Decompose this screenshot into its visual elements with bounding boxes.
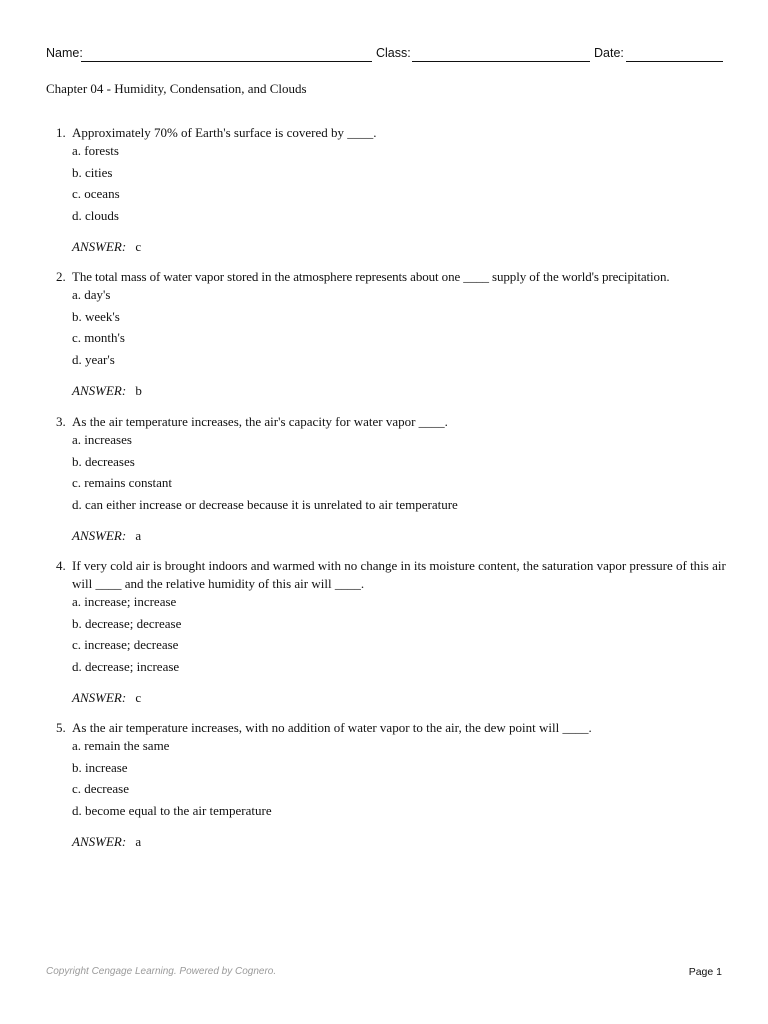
question-number: 5. — [56, 720, 66, 735]
option: b. decrease; decrease — [72, 615, 182, 631]
question-number: 2. — [56, 269, 66, 284]
question-3 — [56, 413, 726, 545]
question-1 — [56, 124, 726, 256]
question-stem: As the air temperature increases, with no addition of water vapor to the air, the dew point will ____. — [72, 720, 592, 735]
answer-label: ANSWER: — [72, 528, 127, 543]
class-line[interactable] — [412, 61, 590, 62]
answer-label: ANSWER: — [72, 383, 127, 398]
option: b. week's — [72, 308, 120, 324]
answer-line — [72, 238, 726, 256]
option: a. day's — [72, 287, 111, 302]
answer-line — [72, 382, 726, 400]
answer-line — [72, 833, 726, 851]
date-line[interactable] — [626, 61, 723, 62]
name-line[interactable] — [81, 61, 372, 62]
question-2 — [56, 268, 726, 400]
answer-value: c — [135, 690, 142, 705]
answer-label: ANSWER: — [72, 239, 127, 254]
answer-label: ANSWER: — [72, 690, 127, 705]
question-5 — [56, 719, 726, 851]
question-number: 4. — [56, 558, 66, 573]
option: a. remain the same — [72, 738, 170, 753]
question-stem: Approximately 70% of Earth's surface is covered by ____. — [72, 125, 377, 140]
option: d. decrease; increase — [72, 658, 180, 674]
option: d. can either increase or decrease because it is unrelated to air temperature — [72, 496, 458, 512]
question-number: 3. — [56, 414, 66, 429]
answer-value: a — [135, 528, 142, 543]
option: c. remains constant — [72, 475, 172, 490]
name-label: Name: — [46, 46, 83, 60]
question-stem: If very cold air is brought indoors and warmed with no change in its moisture content, the saturation vapor pressure of this air will ____ and the relative humidity of this air will ____. — [72, 558, 726, 591]
option: a. increase; increase — [72, 594, 177, 609]
question-number: 1. — [56, 125, 66, 140]
option: a. increases — [72, 432, 132, 447]
option: c. month's — [72, 330, 125, 345]
page-number: Page 1 — [688, 966, 722, 978]
answer-value: a — [135, 834, 142, 849]
option: c. increase; decrease — [72, 637, 179, 652]
option: b. increase — [72, 759, 128, 775]
answer-line — [72, 527, 726, 545]
option: b. cities — [72, 164, 113, 180]
option: d. year's — [72, 351, 115, 367]
question-4 — [56, 557, 726, 707]
option: d. clouds — [72, 207, 119, 223]
option: d. become equal to the air temperature — [72, 802, 272, 818]
date-label: Date: — [594, 46, 624, 60]
question-stem: As the air temperature increases, the air's capacity for water vapor ____. — [72, 414, 448, 429]
class-label: Class: — [376, 46, 411, 60]
option: a. forests — [72, 143, 119, 158]
option: c. decrease — [72, 781, 130, 796]
student-info-header — [46, 46, 724, 64]
option: c. oceans — [72, 186, 120, 201]
answer-line — [72, 689, 726, 707]
copyright-notice: Copyright Cengage Learning. Powered by Cognero. — [46, 966, 277, 977]
question-stem: The total mass of water vapor stored in the atmosphere represents about one ____ supply of the world's precipitation. — [72, 269, 670, 284]
chapter-title: Chapter 04 - Humidity, Condensation, and Clouds — [46, 81, 307, 96]
answer-value: b — [135, 383, 142, 398]
answer-value: c — [135, 239, 142, 254]
answer-label: ANSWER: — [72, 834, 127, 849]
option: b. decreases — [72, 453, 135, 469]
